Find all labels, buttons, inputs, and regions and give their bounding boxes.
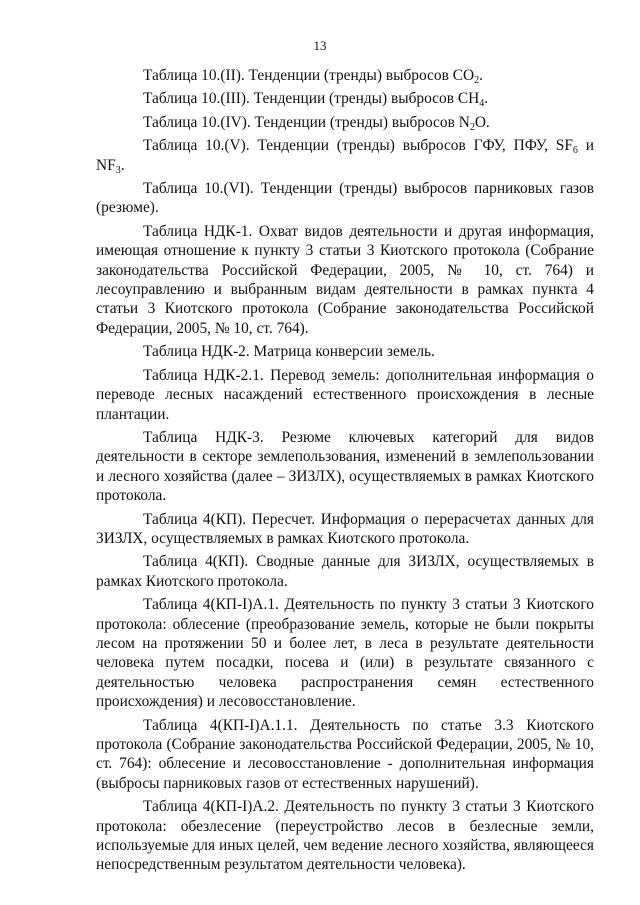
paragraph-table-10-vi: Таблица 10.(VI). Тенденции (тренды) выбросов парниковых газов (резюме). — [96, 180, 594, 217]
paragraph-table-10-ii: Таблица 10.(II). Тенденции (тренды) выбросов $CO_2$. — [143, 67, 483, 86]
paragraph-table-4-kp-i-a2: Таблица 4(КП-I)А.2. Деятельность по пункту 3 статьи 3 Киотского протокола: обезлесение (переустройство лесов в безлесные земли, используемые для иных целей, чем ведение лесного хозяйства, являющееся непосредственным результатом деятельности человека). — [96, 798, 594, 874]
paragraph-table-10-iii: Таблица 10.(III). Тенденции (тренды) выбросов $CH_4$. — [143, 90, 489, 110]
paragraph-table-10-v: Таблица 10.(V). Тенденции (тренды) выбросов ГФУ, ПФУ, $SF_6$ и $NF_3$. — [96, 137, 595, 176]
paragraph-table-4-kp-i-a1-1: Таблица 4(КП-I)А.1.1. Деятельность по статье 3.3 Киотского протокола (Собрание законодательства Российской Федерации, 2005, № 10, ст. 764): облесение и лесовосстановление - дополнительная информация (выбросы парниковых газов от естественных нарушений). — [96, 716, 594, 792]
body-text — [96, 66, 594, 875]
paragraph-table-4-kp-recalc: Таблица 4(КП). Пересчет. Информация о перерасчетах данных для ЗИЗЛХ, осуществляемых в рамках Киотского протокола. — [96, 510, 594, 547]
paragraph-table-ndk-3: Таблица НДК-3. Резюме ключевых категорий для видов деятельности в секторе землепользования, изменений в землепользовании и лесного хозяйства (далее – ЗИЗЛХ), осуществляемых в рамках Киотского протокола. — [96, 428, 594, 505]
paragraph-table-ndk-2-1: Таблица НДК-2.1. Перевод земель: дополнительная информация о переводе лесных насаждений естественного происхождения в лесные плантации. — [96, 366, 594, 423]
paragraph-table-ndk-1: Таблица НДК-1. Охват видов деятельности и другая информация, имеющая отношение к пункту 3 статьи 3 Киотского протокола (Собрание законодательства Российской Федерации, 2005, № 10, ст. 764) и лесоуправлению и выбранным видам деятельности в рамках пункта 4 статьи 3 Киотского протокола (Собрание законодательства Российской Федерации, 2005, № 10, ст. 764). — [96, 222, 594, 337]
paragraph-table-4-kp-i-a1: Таблица 4(КП-I)А.1. Деятельность по пункту 3 статьи 3 Киотского протокола: облесение (преобразование земель, которые не были покрыты лесом на протяжении 50 и более лет, в леса в результате деятельности человека путем посадки, посева и (или) в результате связанного с деятельностью человека распространения семян естественного происхождения) и лесовосстановление. — [96, 596, 594, 711]
paragraph-table-ndk-2: Таблица НДК-2. Матрица конверсии земель. — [143, 343, 435, 361]
page-number: 13 — [313, 38, 327, 53]
paragraph-table-10-iv: Таблица 10.(IV). Тенденции (тренды) выбросов $N_2O$. — [143, 113, 490, 133]
paragraph-table-4-kp-summary: Таблица 4(КП). Сводные данные для ЗИЗЛХ, осуществляемых в рамках Киотского протокола. — [96, 553, 594, 590]
